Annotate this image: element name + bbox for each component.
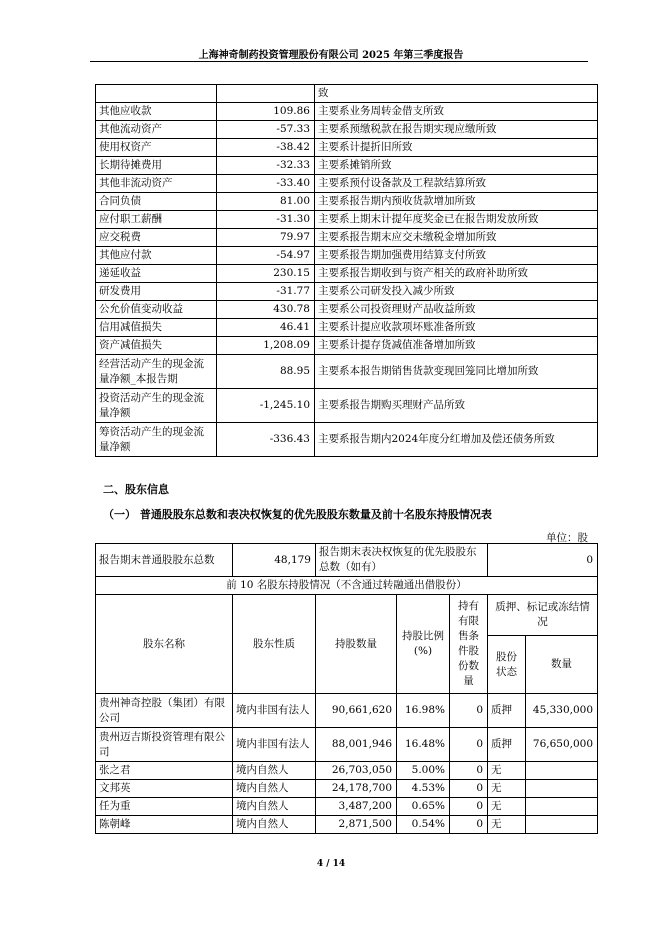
value-cell: 81.00 <box>217 193 315 211</box>
top10-caption: 前 10 名股东持股情况（不含通过转融通出借股份） <box>96 577 598 595</box>
table-row <box>96 193 598 211</box>
holder-status-cell: 无 <box>488 780 526 798</box>
table-row <box>96 544 598 577</box>
report-header-title: 上海神奇制药投资管理股份有限公司 2025 年第三季度报告 <box>198 50 464 61</box>
reason-cell: 主要系公司研发投入减少所致 <box>315 283 598 301</box>
table-row <box>96 247 598 265</box>
holder-status-cell: 质押 <box>488 728 526 762</box>
table-row <box>96 423 598 457</box>
reason-cell: 主要系预付设备款及工程款结算所致 <box>315 175 598 193</box>
col-header-nature: 股东性质 <box>233 595 316 694</box>
value-cell: -38.42 <box>217 139 315 157</box>
holder-shares-cell: 24,178,700 <box>316 780 397 798</box>
value-cell: 88.95 <box>217 355 315 389</box>
value-cell: 46.41 <box>217 319 315 337</box>
holder-ratio-cell: 0.65% <box>397 798 450 816</box>
holder-nature-cell: 境内自然人 <box>233 816 316 834</box>
holder-restricted-cell: 0 <box>450 728 488 762</box>
item-cell: 经营活动产生的现金流量净额_本报告期 <box>96 355 217 389</box>
reason-cell: 主要系本报告期销售货款变现回笼同比增加所致 <box>315 355 598 389</box>
reason-cell: 主要系报告期末应交未缴税金增加所致 <box>315 229 598 247</box>
unit-label: 单位：股 <box>546 532 588 544</box>
pref-holders-value: 0 <box>488 544 598 577</box>
item-cell: 长期待摊费用 <box>96 157 217 175</box>
item-cell: 应交税费 <box>96 229 217 247</box>
holder-shares-cell: 26,703,050 <box>316 762 397 780</box>
holder-restricted-cell: 0 <box>450 762 488 780</box>
item-cell: 资产减值损失 <box>96 337 217 355</box>
holder-qty-cell <box>526 798 598 816</box>
holder-shares-cell: 90,661,620 <box>316 694 397 728</box>
holder-name-cell: 文邦英 <box>96 780 233 798</box>
table-row <box>96 229 598 247</box>
table-row <box>96 103 598 121</box>
change-items-table <box>95 84 598 457</box>
item-cell: 其他流动资产 <box>96 121 217 139</box>
reason-cell: 主要系报告期收到与资产相关的政府补助所致 <box>315 265 598 283</box>
holder-status-cell: 无 <box>488 762 526 780</box>
holder-nature-cell: 境内自然人 <box>233 762 316 780</box>
holder-qty-cell <box>526 762 598 780</box>
value-cell: -31.30 <box>217 211 315 229</box>
table-row <box>96 780 598 798</box>
value-cell: 1,208.09 <box>217 337 315 355</box>
table-row <box>96 211 598 229</box>
value-cell: -1,245.10 <box>217 389 315 423</box>
holder-restricted-cell: 0 <box>450 798 488 816</box>
section-title: 二、股东信息 <box>103 483 169 496</box>
holder-qty-cell <box>526 780 598 798</box>
reason-cell: 主要系上期末计提年度奖金已在报告期发放所致 <box>315 211 598 229</box>
item-cell: 公允价值变动收益 <box>96 301 217 319</box>
table-header-row <box>96 595 598 636</box>
table-row <box>96 319 598 337</box>
holder-qty-cell: 45,330,000 <box>526 694 598 728</box>
value-cell: -57.33 <box>217 121 315 139</box>
reason-cell: 主要系报告期内预收货款增加所致 <box>315 193 598 211</box>
holder-shares-cell: 88,001,946 <box>316 728 397 762</box>
holder-ratio-cell: 4.53% <box>397 780 450 798</box>
reason-cell: 主要系报告期内2024年度分红增加及偿还债务所致 <box>315 423 598 457</box>
value-cell: -33.40 <box>217 175 315 193</box>
table-row <box>96 355 598 389</box>
col-header-restricted: 持有有限售条件股份数量 <box>450 595 488 694</box>
table-row <box>96 798 598 816</box>
item-cell: 其他非流动资产 <box>96 175 217 193</box>
table-row <box>96 728 598 762</box>
table-row <box>96 283 598 301</box>
holder-nature-cell: 境内自然人 <box>233 798 316 816</box>
value-cell: -31.77 <box>217 283 315 301</box>
holder-qty-cell <box>526 816 598 834</box>
item-cell: 信用减值损失 <box>96 319 217 337</box>
subsection-title: （一） 普通股股东总数和表决权恢复的优先股股东数量及前十名股东持股情况表 <box>103 508 492 521</box>
value-cell: -54.97 <box>217 247 315 265</box>
holder-name-cell: 张之君 <box>96 762 233 780</box>
item-cell: 投资活动产生的现金流量净额 <box>96 389 217 423</box>
pref-holders-label: 报告期末表决权恢复的优先股股东总数（如有） <box>316 544 488 577</box>
table-row <box>96 157 598 175</box>
item-cell: 合同负债 <box>96 193 217 211</box>
table-row <box>96 816 598 834</box>
reason-cell: 主要系报告期加强费用结算支付所致 <box>315 247 598 265</box>
holder-ratio-cell: 0.54% <box>397 816 450 834</box>
value-cell: 79.97 <box>217 229 315 247</box>
col-header-status: 股份状态 <box>488 636 526 694</box>
item-cell: 其他应收款 <box>96 103 217 121</box>
value-cell: -336.43 <box>217 423 315 457</box>
value-cell: 109.86 <box>217 103 315 121</box>
holder-status-cell: 无 <box>488 798 526 816</box>
holder-name-cell: 贵州神奇控股（集团）有限公司 <box>96 694 233 728</box>
holder-restricted-cell: 0 <box>450 780 488 798</box>
table-row <box>96 389 598 423</box>
holder-restricted-cell: 0 <box>450 694 488 728</box>
table-row <box>96 121 598 139</box>
total-holders-value: 48,179 <box>233 544 316 577</box>
table-row <box>96 577 598 595</box>
page-number: 4 / 14 <box>316 859 346 869</box>
holder-ratio-cell: 5.00% <box>397 762 450 780</box>
table-row <box>96 337 598 355</box>
reason-cell: 致 <box>315 85 598 103</box>
reason-cell: 主要系报告期购买理财产品所致 <box>315 389 598 423</box>
holder-nature-cell: 境内非国有法人 <box>233 728 316 762</box>
holder-ratio-cell: 16.48% <box>397 728 450 762</box>
reason-cell: 主要系公司投资理财产品收益所致 <box>315 301 598 319</box>
value-cell: -32.33 <box>217 157 315 175</box>
holder-shares-cell: 2,871,500 <box>316 816 397 834</box>
item-cell: 递延收益 <box>96 265 217 283</box>
holder-ratio-cell: 16.98% <box>397 694 450 728</box>
holder-qty-cell: 76,650,000 <box>526 728 598 762</box>
col-header-name: 股东名称 <box>96 595 233 694</box>
holder-status-cell: 无 <box>488 816 526 834</box>
holder-nature-cell: 境内非国有法人 <box>233 694 316 728</box>
reason-cell: 主要系摊销所致 <box>315 157 598 175</box>
item-cell: 应付职工薪酬 <box>96 211 217 229</box>
item-cell: 其他应付款 <box>96 247 217 265</box>
table-row <box>96 694 598 728</box>
col-header-ratio: 持股比例(%) <box>397 595 450 694</box>
holder-name-cell: 陈朝峰 <box>96 816 233 834</box>
reason-cell: 主要系业务周转金借支所致 <box>315 103 598 121</box>
holder-name-cell: 贵州迈吉斯投资管理有限公司 <box>96 728 233 762</box>
item-cell: 研发费用 <box>96 283 217 301</box>
value-cell: 230.15 <box>217 265 315 283</box>
table-row <box>96 139 598 157</box>
reason-cell: 主要系预缴税款在报告期实现应缴所致 <box>315 121 598 139</box>
holder-nature-cell: 境内自然人 <box>233 780 316 798</box>
table-row <box>96 175 598 193</box>
item-cell: 筹资活动产生的现金流量净额 <box>96 423 217 457</box>
table-row <box>96 85 598 103</box>
holder-name-cell: 任为重 <box>96 798 233 816</box>
table-row <box>96 301 598 319</box>
col-header-shares: 持股数量 <box>316 595 397 694</box>
reason-cell: 主要系计提折旧所致 <box>315 139 598 157</box>
table-row <box>96 762 598 780</box>
value-cell: 430.78 <box>217 301 315 319</box>
item-cell: 使用权资产 <box>96 139 217 157</box>
holder-restricted-cell: 0 <box>450 816 488 834</box>
header-divider <box>90 61 588 62</box>
col-header-pledge: 质押、标记或冻结情况 <box>488 595 598 636</box>
shareholders-table <box>95 543 598 834</box>
holder-shares-cell: 3,487,200 <box>316 798 397 816</box>
reason-cell: 主要系计提应收款项坏账准备所致 <box>315 319 598 337</box>
reason-cell: 主要系计提存货减值准备增加所致 <box>315 337 598 355</box>
col-header-qty: 数量 <box>526 636 598 694</box>
table-row <box>96 265 598 283</box>
total-holders-label: 报告期末普通股股东总数 <box>96 544 233 577</box>
holder-status-cell: 质押 <box>488 694 526 728</box>
